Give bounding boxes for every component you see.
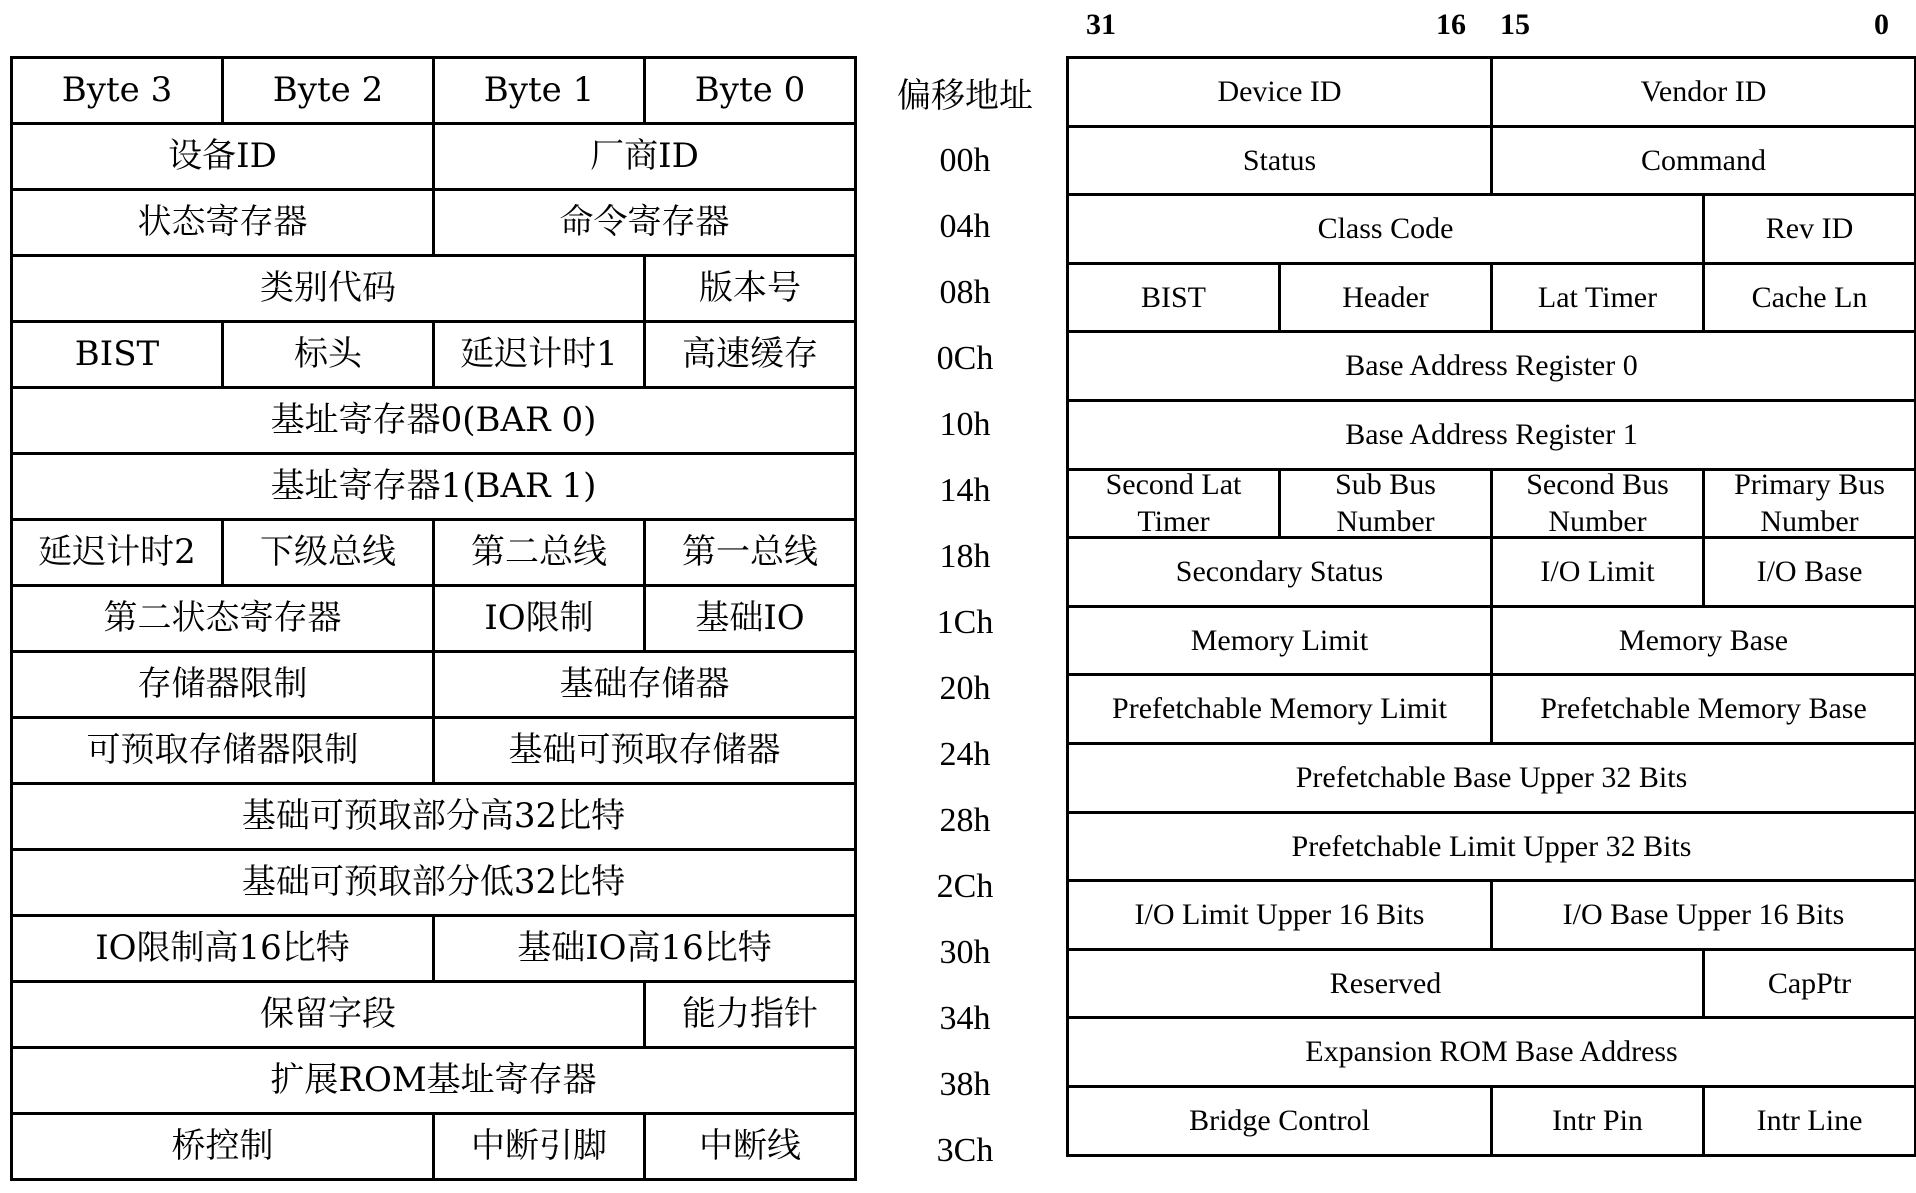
register-cell-en: Secondary Status bbox=[1066, 536, 1490, 605]
register-cell-en: Cache Ln bbox=[1702, 262, 1914, 331]
register-cell-en: Primary Bus Number bbox=[1702, 468, 1914, 537]
byte-header-cell: Byte 3 bbox=[10, 56, 221, 122]
register-cell-en: Memory Limit bbox=[1066, 605, 1490, 674]
register-cell-zh: 基址寄存器0(BAR 0) bbox=[10, 386, 854, 452]
register-cell-en: Intr Pin bbox=[1490, 1085, 1702, 1154]
register-cell-en: I/O Limit bbox=[1490, 536, 1702, 605]
register-cell-zh: 中断线 bbox=[643, 1112, 854, 1178]
register-cell-en: I/O Base bbox=[1702, 536, 1914, 605]
bit-position-label: 31 bbox=[1086, 8, 1116, 41]
left-table-bottom-border bbox=[10, 1178, 857, 1181]
register-cell-zh: 基础IO高16比特 bbox=[432, 914, 854, 980]
register-cell-zh: 基础存储器 bbox=[432, 650, 854, 716]
register-cell-zh: 状态寄存器 bbox=[10, 188, 432, 254]
register-cell-zh: 桥控制 bbox=[10, 1112, 432, 1178]
register-cell-zh: 设备ID bbox=[10, 122, 432, 188]
register-cell-zh: 标头 bbox=[221, 320, 432, 386]
register-cell-en: Header bbox=[1278, 262, 1490, 331]
offset-address: 00h bbox=[939, 142, 991, 179]
bit-position-label: 15 bbox=[1500, 8, 1530, 41]
register-cell-zh: 可预取存储器限制 bbox=[10, 716, 432, 782]
register-cell-en: Prefetchable Memory Base bbox=[1490, 673, 1914, 742]
register-cell-en: Base Address Register 0 bbox=[1066, 330, 1914, 399]
offset-address: 28h bbox=[939, 802, 991, 839]
register-cell-en: Base Address Register 1 bbox=[1066, 399, 1914, 468]
register-cell-zh: 能力指针 bbox=[643, 980, 854, 1046]
byte-header-cell: Byte 1 bbox=[432, 56, 643, 122]
register-cell-zh: 命令寄存器 bbox=[432, 188, 854, 254]
offset-address: 10h bbox=[939, 406, 991, 443]
byte-header-cell: Byte 0 bbox=[643, 56, 854, 122]
register-cell-en: Memory Base bbox=[1490, 605, 1914, 674]
register-cell-en: Prefetchable Limit Upper 32 Bits bbox=[1066, 811, 1914, 880]
register-cell-en: CapPtr bbox=[1702, 948, 1914, 1017]
register-cell-zh: 存储器限制 bbox=[10, 650, 432, 716]
register-cell-zh: 第二总线 bbox=[432, 518, 643, 584]
offset-address: 3Ch bbox=[936, 1132, 994, 1169]
left-table-right-border bbox=[854, 56, 857, 1181]
register-cell-en: Reserved bbox=[1066, 948, 1702, 1017]
register-cell-zh: 类别代码 bbox=[10, 254, 643, 320]
register-cell-en: Class Code bbox=[1066, 193, 1702, 262]
register-cell-zh: 基础可预取部分低32比特 bbox=[10, 848, 854, 914]
register-cell-en: I/O Base Upper 16 Bits bbox=[1490, 879, 1914, 948]
bit-position-label: 16 bbox=[1436, 8, 1466, 41]
register-cell-zh: 基础可预取部分高32比特 bbox=[10, 782, 854, 848]
register-cell-zh: 厂商ID bbox=[432, 122, 854, 188]
register-cell-zh: 中断引脚 bbox=[432, 1112, 643, 1178]
register-cell-zh: 基础IO bbox=[643, 584, 854, 650]
register-cell-en: Bridge Control bbox=[1066, 1085, 1490, 1154]
offset-address: 30h bbox=[939, 934, 991, 971]
register-cell-zh: 下级总线 bbox=[221, 518, 432, 584]
register-cell-zh: 延迟计时1 bbox=[432, 320, 643, 386]
offset-address: 20h bbox=[939, 670, 991, 707]
register-cell-zh: 延迟计时2 bbox=[10, 518, 221, 584]
register-cell-en: Intr Line bbox=[1702, 1085, 1914, 1154]
offset-header: 偏移地址 bbox=[897, 76, 1033, 116]
register-cell-en: Expansion ROM Base Address bbox=[1066, 1016, 1914, 1085]
bit-position-label: 0 bbox=[1874, 8, 1889, 41]
register-cell-en: Command bbox=[1490, 125, 1914, 194]
register-cell-en: Device ID bbox=[1066, 56, 1490, 125]
register-cell-en: Second Lat Timer bbox=[1066, 468, 1278, 537]
register-cell-en: Prefetchable Base Upper 32 Bits bbox=[1066, 742, 1914, 811]
offset-address: 1Ch bbox=[936, 604, 994, 641]
register-cell-en: Second Bus Number bbox=[1490, 468, 1702, 537]
offset-address: 38h bbox=[939, 1066, 991, 1103]
offset-address: 18h bbox=[939, 538, 991, 575]
register-cell-en: Lat Timer bbox=[1490, 262, 1702, 331]
offset-address: 34h bbox=[939, 1000, 991, 1037]
offset-address: 08h bbox=[939, 274, 991, 311]
offset-address: 04h bbox=[939, 208, 991, 245]
right-table-bottom-border bbox=[1066, 1154, 1916, 1157]
register-cell-en: I/O Limit Upper 16 Bits bbox=[1066, 879, 1490, 948]
byte-header-cell: Byte 2 bbox=[221, 56, 432, 122]
register-cell-zh: 扩展ROM基址寄存器 bbox=[10, 1046, 854, 1112]
register-cell-zh: 基址寄存器1(BAR 1) bbox=[10, 452, 854, 518]
offset-address: 14h bbox=[939, 472, 991, 509]
register-cell-zh: 基础可预取存储器 bbox=[432, 716, 854, 782]
register-cell-zh: IO限制 bbox=[432, 584, 643, 650]
register-cell-en: Status bbox=[1066, 125, 1490, 194]
register-cell-zh: 保留字段 bbox=[10, 980, 643, 1046]
register-cell-en: Prefetchable Memory Limit bbox=[1066, 673, 1490, 742]
register-cell-zh: 第二状态寄存器 bbox=[10, 584, 432, 650]
register-cell-zh: 第一总线 bbox=[643, 518, 854, 584]
register-cell-zh: IO限制高16比特 bbox=[10, 914, 432, 980]
register-cell-zh: 高速缓存 bbox=[643, 320, 854, 386]
register-cell-en: Sub Bus Number bbox=[1278, 468, 1490, 537]
register-cell-en: Vendor ID bbox=[1490, 56, 1914, 125]
offset-address: 0Ch bbox=[936, 340, 994, 377]
register-cell-en: Rev ID bbox=[1702, 193, 1914, 262]
offset-address: 24h bbox=[939, 736, 991, 773]
register-cell-zh: BIST bbox=[10, 320, 221, 386]
offset-address: 2Ch bbox=[936, 868, 994, 905]
register-cell-en: BIST bbox=[1066, 262, 1278, 331]
register-cell-zh: 版本号 bbox=[643, 254, 854, 320]
